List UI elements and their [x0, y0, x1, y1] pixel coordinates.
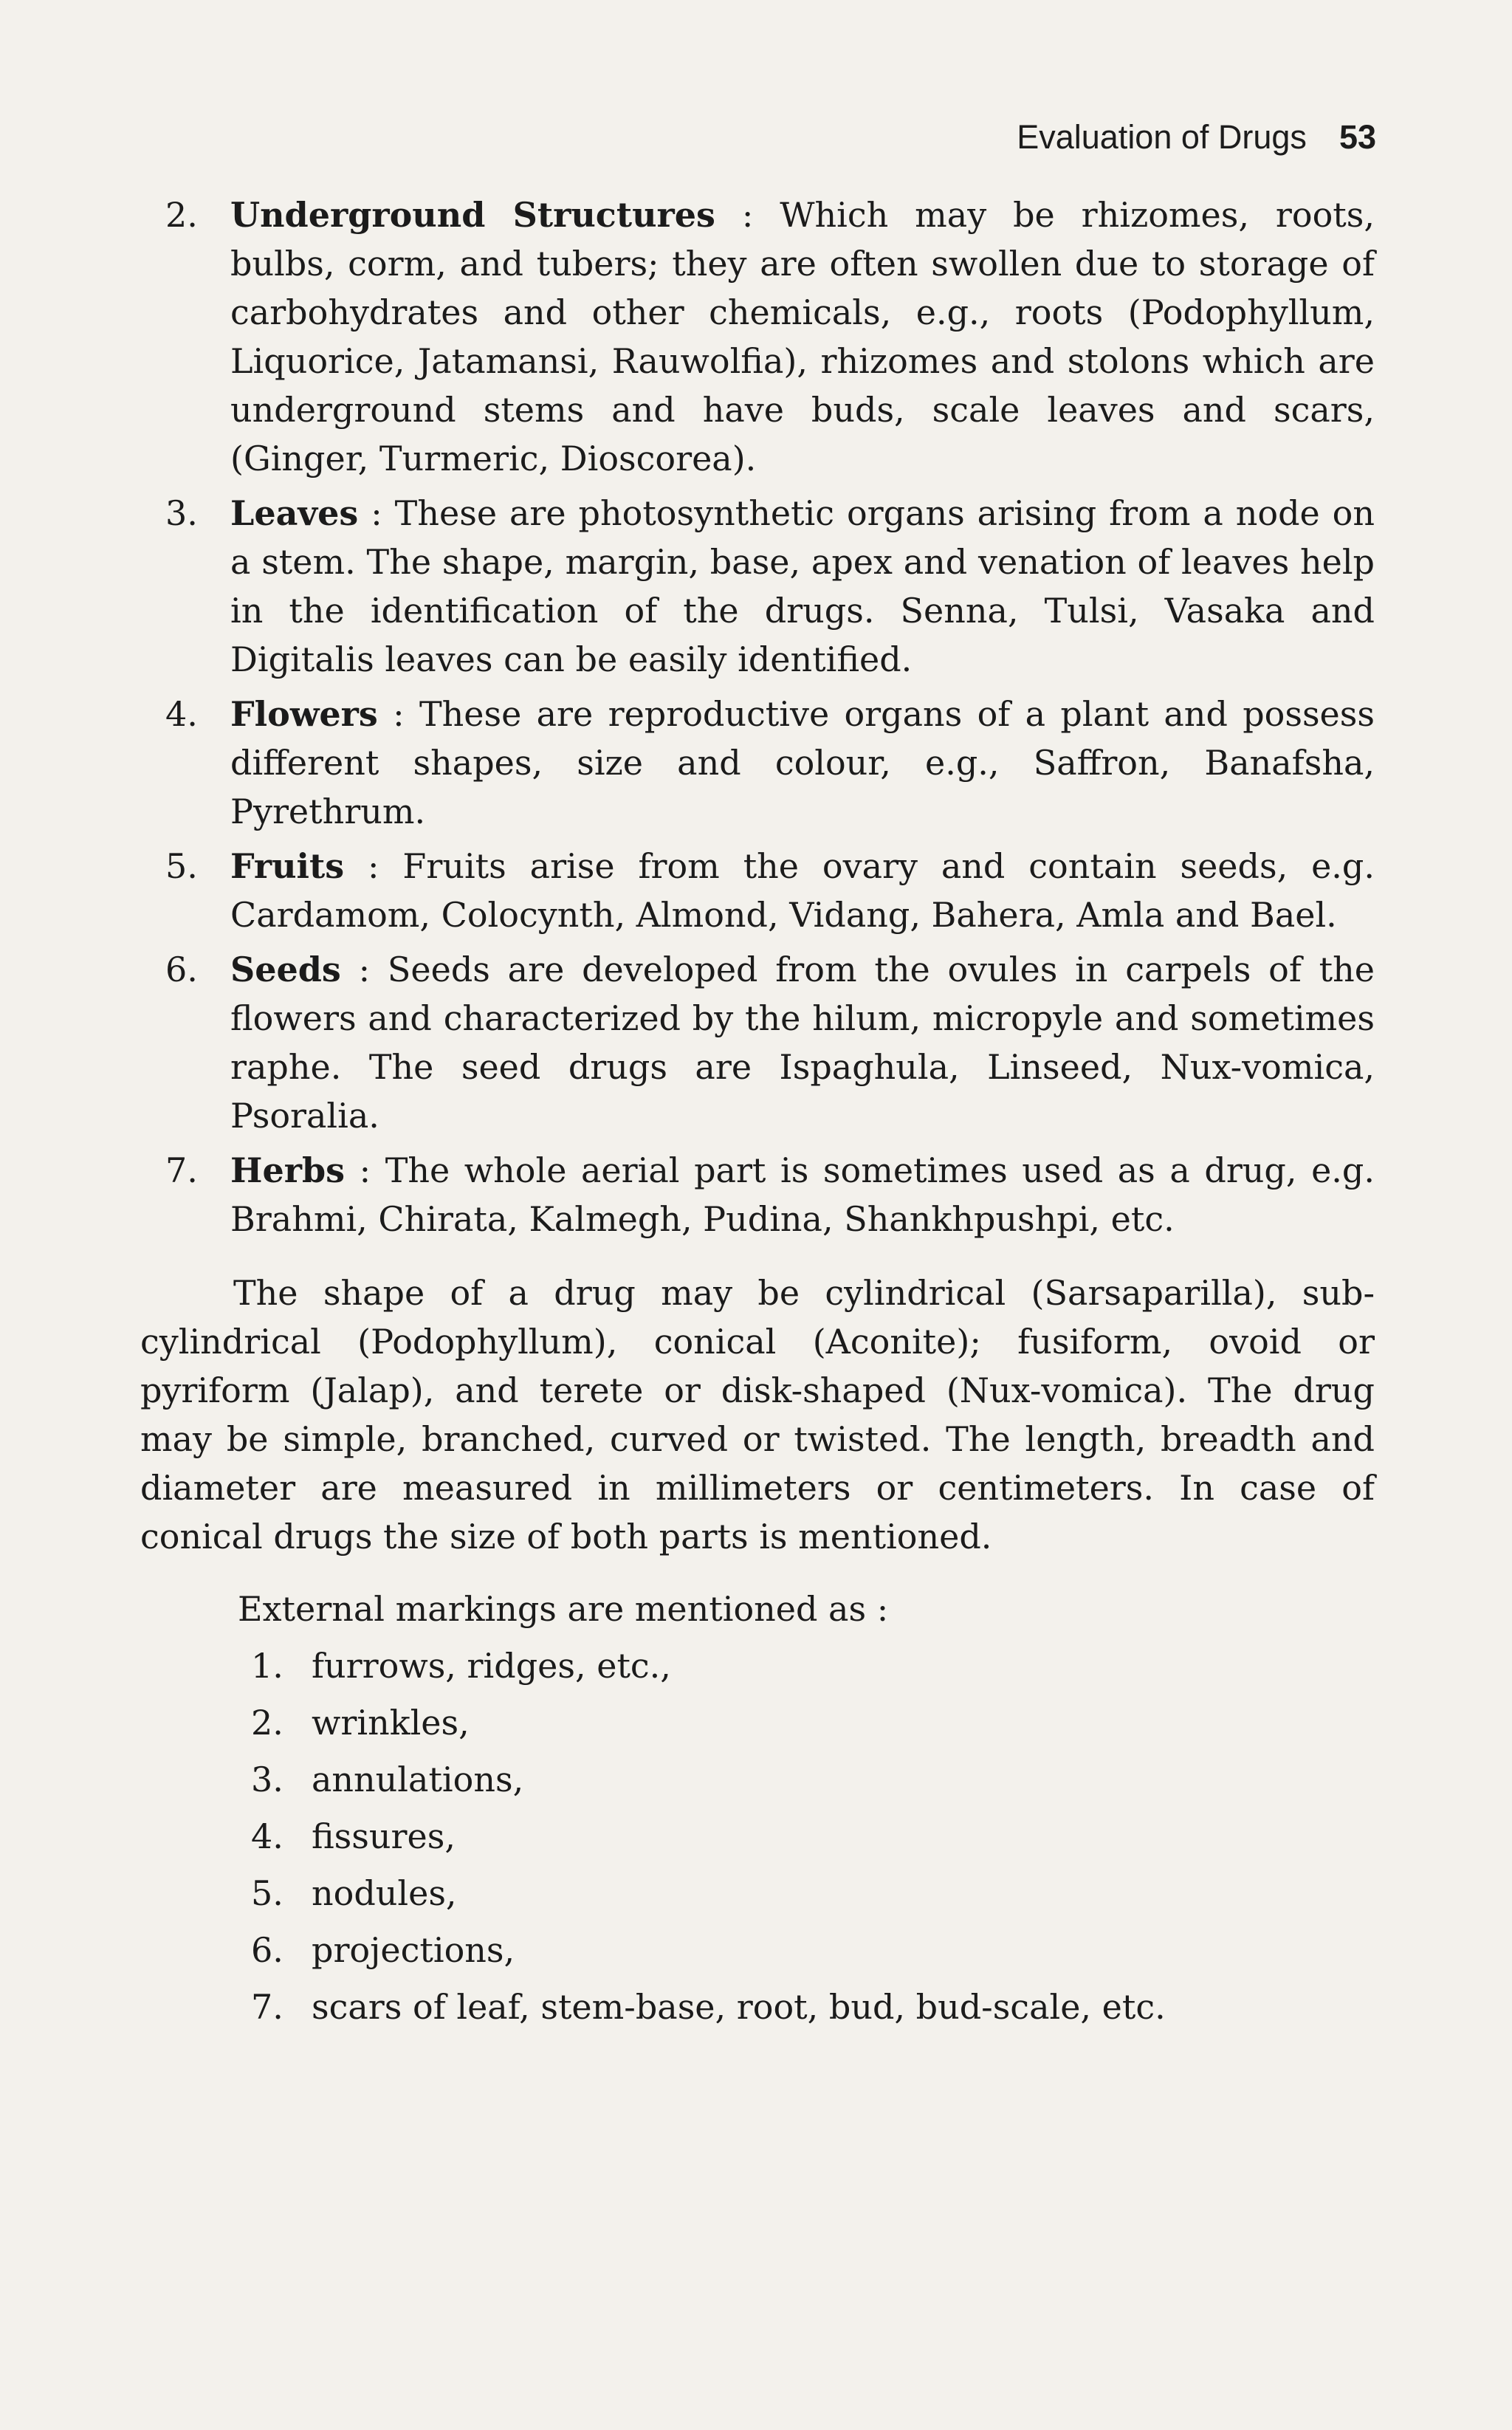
marking-item: [140, 1865, 1375, 1922]
marking-text: projections,: [312, 1930, 515, 1970]
markings-heading: External markings are mentioned as :: [238, 1589, 889, 1629]
list-item: [140, 489, 1375, 684]
drug-part-list: [140, 191, 1375, 1243]
marking-item: [140, 1751, 1375, 1808]
list-item: [140, 945, 1375, 1140]
list-item-text: : These are photosynthetic organs arising from a node on a stem. The shape, margin, base, apex and venation of leaves help in the identification of the drugs. Senna, Tulsi, Vasaka and Digitalis leaves can be easily identified.: [230, 493, 1375, 679]
list-item-number: 3.: [165, 493, 198, 533]
list-item: [140, 842, 1375, 939]
marking-text: scars of leaf, stem-base, root, bud, bud-scale, etc.: [312, 1987, 1166, 2027]
marking-item: [140, 1638, 1375, 1695]
body-paragraph: The shape of a drug may be cylindrical (Sarsaparilla), sub-cylindrical (Podophyllum), conical (Aconite); fusiform, ovoid or pyriform (Jalap), and terete or disk-shaped (Nux-vomica). The drug may be simple, branched, curved or twisted. The length, breadth and diameter are measured in millimeters or centimeters. In case of conical drugs the size of both parts is mentioned.: [140, 1273, 1375, 1556]
marking-text: annulations,: [312, 1760, 524, 1799]
chapter-title: Evaluation of Drugs: [1017, 118, 1307, 156]
marking-number: 3.: [251, 1760, 284, 1799]
list-item-term: Flowers: [230, 694, 378, 734]
list-item-term: Seeds: [230, 950, 341, 989]
list-item-term: Herbs: [230, 1150, 346, 1190]
list-item-text: : Fruits arise from the ovary and contain seeds, e.g. Cardamom, Colocynth, Almond, Vidang, Bahera, Amla and Bael.: [230, 846, 1375, 935]
running-header: [1017, 118, 1376, 157]
marking-number: 1.: [251, 1646, 284, 1686]
list-item: [140, 1146, 1375, 1243]
marking-item: [140, 1695, 1375, 1751]
external-markings-list: [140, 1638, 1375, 2036]
marking-item: [140, 1808, 1375, 1865]
marking-text: fissures,: [312, 1816, 456, 1856]
list-item: [140, 690, 1375, 836]
list-item-text: : These are reproductive organs of a plant and possess different shapes, size and colour, e.g., Saffron, Banafsha, Pyrethrum.: [230, 694, 1375, 831]
list-item-text: : Which may be rhizomes, roots, bulbs, corm, and tubers; they are often swollen due to storage of carbohydrates and other chemicals, e.g., roots (Podophyllum, Liquorice, Jatamansi, Rauwolfia), rhizomes and stolons which are underground stems and have buds, scale leaves and scars, (Ginger, Turmeric, Dioscorea).: [230, 195, 1375, 478]
marking-number: 5.: [251, 1873, 284, 1913]
list-item-number: 5.: [165, 846, 198, 886]
list-item-term: Fruits: [230, 846, 345, 886]
marking-number: 6.: [251, 1930, 284, 1970]
list-item-number: 7.: [165, 1150, 198, 1190]
marking-text: wrinkles,: [312, 1703, 470, 1743]
marking-number: 4.: [251, 1816, 284, 1856]
list-item-text: : The whole aerial part is sometimes used as a drug, e.g. Brahmi, Chirata, Kalmegh, Pudina, Shankhpushpi, etc.: [230, 1150, 1375, 1239]
marking-text: nodules,: [312, 1873, 457, 1913]
list-item-number: 6.: [165, 950, 198, 989]
list-item-term: Leaves: [230, 493, 359, 533]
marking-number: 2.: [251, 1703, 284, 1743]
marking-item: [140, 1922, 1375, 1979]
list-item-term: Underground Structures: [230, 195, 715, 235]
list-item-number: 4.: [165, 694, 198, 734]
page-content: [140, 191, 1375, 2036]
list-item-number: 2.: [165, 195, 198, 235]
list-item-text: : Seeds are developed from the ovules in carpels of the flowers and characterized by the hilum, micropyle and sometimes raphe. The seed drugs are Ispaghula, Linseed, Nux-vomica, Psoralia.: [230, 950, 1375, 1136]
page-number: 53: [1339, 118, 1376, 156]
marking-item: [140, 1979, 1375, 2036]
list-item: [140, 191, 1375, 483]
marking-text: furrows, ridges, etc.,: [312, 1646, 671, 1686]
marking-number: 7.: [251, 1987, 284, 2027]
